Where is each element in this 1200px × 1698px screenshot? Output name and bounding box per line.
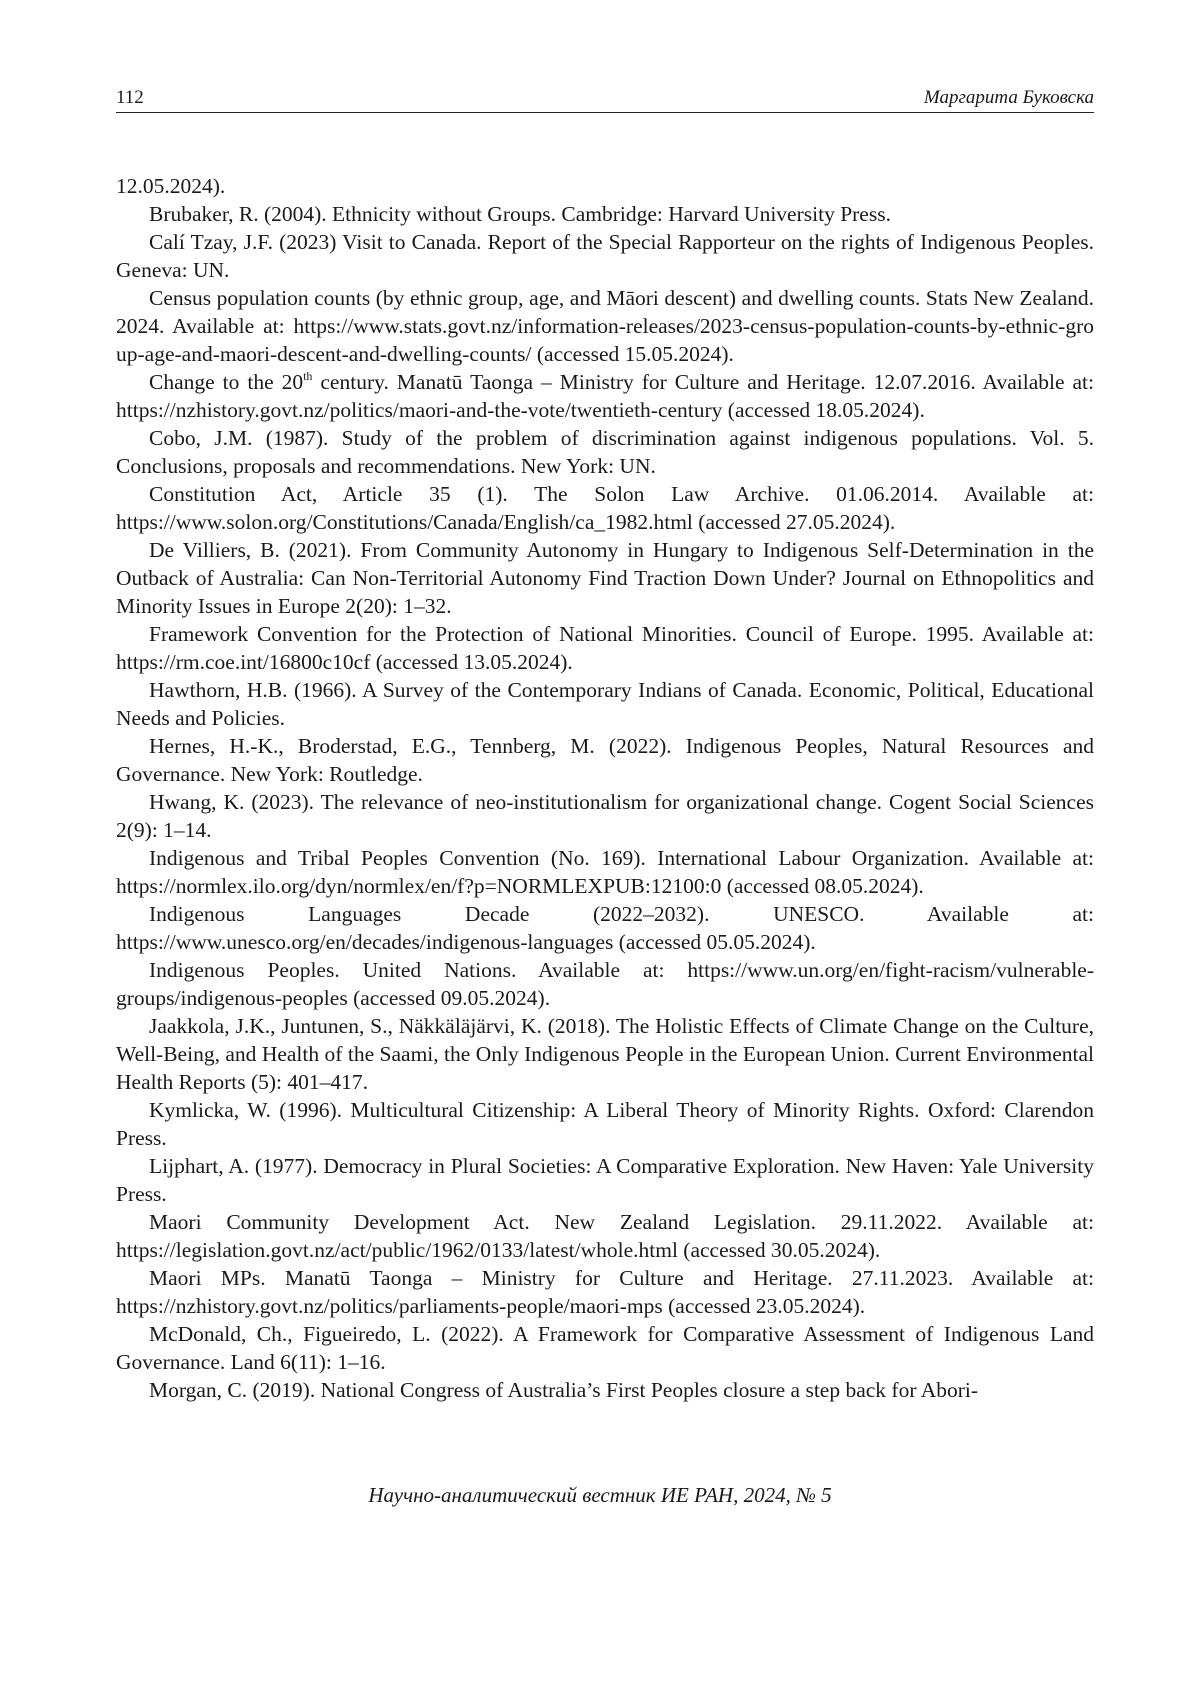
page-number: 112 — [116, 87, 144, 108]
reference-entry: Hawthorn, H.B. (1966). A Survey of the Contemporary Indians of Canada. Economic, Political, Educational Needs and Policies. — [116, 678, 1094, 730]
reference-entry: Morgan, C. (2019). National Congress of Australia’s First Peoples closure a step back for Abori- — [149, 1378, 979, 1402]
reference-entry: De Villiers, B. (2021). From Community Autonomy in Hungary to Indigenous Self-Determination in the Outback of Australia: Can Non-Territorial Autonomy Find Traction Down Under? Journal on Ethnopolitics and Minority Issues in Europe 2(20): 1–32. — [116, 538, 1094, 618]
reference-entry: Jaakkola, J.K., Juntunen, S., Näkkäläjärvi, K. (2018). The Holistic Effects of Climate Change on the Culture, Well-Being, and Health of the Saami, the Only Indigenous People in the European Union. Current Environmental Health Reports (5): 401–417. — [116, 1014, 1094, 1094]
reference-entry: Constitution Act, Article 35 (1). The Solon Law Archive. 01.06.2014. Available at: https://www.solon.org/Constitutions/Canada/English/ca_1982.html (accessed 27.05.2024). — [116, 482, 1094, 534]
reference-entry — [116, 368, 1094, 424]
reference-entry: Lijphart, A. (1977). Democracy in Plural Societies: A Comparative Exploration. New Haven: Yale University Press. — [116, 1154, 1094, 1206]
reference-entry: Kymlicka, W. (1996). Multicultural Citizenship: A Liberal Theory of Minority Rights. Oxford: Clarendon Press. — [116, 1098, 1094, 1150]
reference-text: century. Manatū Taonga – Ministry for Culture and Heritage. 12.07.2016. Available at: https://nzhistory.govt.nz/politics/maori-and-the-vote/twentieth-century (accessed 18.05.2024). — [116, 370, 1094, 422]
reference-entry-continued: 12.05.2024). — [116, 174, 226, 198]
reference-entry: Indigenous and Tribal Peoples Convention (No. 169). International Labour Organization. Available at: https://normlex.ilo.org/dyn/normlex/en/f?p=NORMLEXPUB:12100:0 (accessed 08.05.2024). — [116, 846, 1094, 898]
journal-footer: Научно-аналитический вестник ИЕ РАН, 2024, № 5 — [368, 1483, 832, 1507]
reference-entry: Maori MPs. Manatū Taonga – Ministry for Culture and Heritage. 27.11.2023. Available at: https://nzhistory.govt.nz/politics/parliaments-people/maori-mps (accessed 23.05.2024). — [116, 1266, 1094, 1318]
ordinal-superscript: th — [303, 369, 313, 383]
reference-list — [116, 172, 1094, 1404]
reference-entry: Indigenous Languages Decade (2022–2032). UNESCO. Available at: https://www.unesco.org/en/decades/indigenous-languages (accessed 05.05.2024). — [116, 902, 1094, 954]
running-header — [116, 86, 1094, 113]
reference-entry: Census population counts (by ethnic group, age, and Māori descent) and dwelling counts. Stats New Zealand. 2024. Available at: https://www.stats.govt.nz/information-releases/2023-census-population-counts-by-ethnic-group-age-and-maori-descent-and-dwelling-counts/ (accessed 15.05.2024). — [116, 286, 1094, 366]
reference-entry: Calí Tzay, J.F. (2023) Visit to Canada. Report of the Special Rapporteur on the rights of Indigenous Peoples. Geneva: UN. — [116, 230, 1094, 282]
reference-text: Change to the 20 — [149, 370, 304, 394]
running-header-author: Маргарита Буковска — [923, 87, 1094, 108]
reference-entry: Cobo, J.M. (1987). Study of the problem of discrimination against indigenous populations. Vol. 5. Conclusions, proposals and recommendations. New York: UN. — [116, 426, 1094, 478]
reference-entry: Brubaker, R. (2004). Ethnicity without Groups. Cambridge: Harvard University Press. — [149, 202, 891, 226]
reference-entry: Framework Convention for the Protection of National Minorities. Council of Europe. 1995. Available at: https://rm.coe.int/16800c10cf (accessed 13.05.2024). — [116, 622, 1094, 674]
reference-entry: McDonald, Ch., Figueiredo, L. (2022). A Framework for Comparative Assessment of Indigenous Land Governance. Land 6(11): 1–16. — [116, 1322, 1094, 1374]
reference-entry: Hernes, H.-K., Broderstad, E.G., Tennberg, M. (2022). Indigenous Peoples, Natural Resources and Governance. New York: Routledge. — [116, 734, 1094, 786]
reference-entry: Hwang, K. (2023). The relevance of neo-institutionalism for organizational change. Cogent Social Sciences 2(9): 1–14. — [116, 790, 1094, 842]
reference-entry: Indigenous Peoples. United Nations. Available at: https://www.un.org/en/fight-racism/vulnerable-groups/indigenous-peoples (accessed 09.05.2024). — [116, 958, 1094, 1010]
reference-entry: Maori Community Development Act. New Zealand Legislation. 29.11.2022. Available at: https://legislation.govt.nz/act/public/1962/0133/latest/whole.html (accessed 30.05.2024). — [116, 1210, 1094, 1262]
